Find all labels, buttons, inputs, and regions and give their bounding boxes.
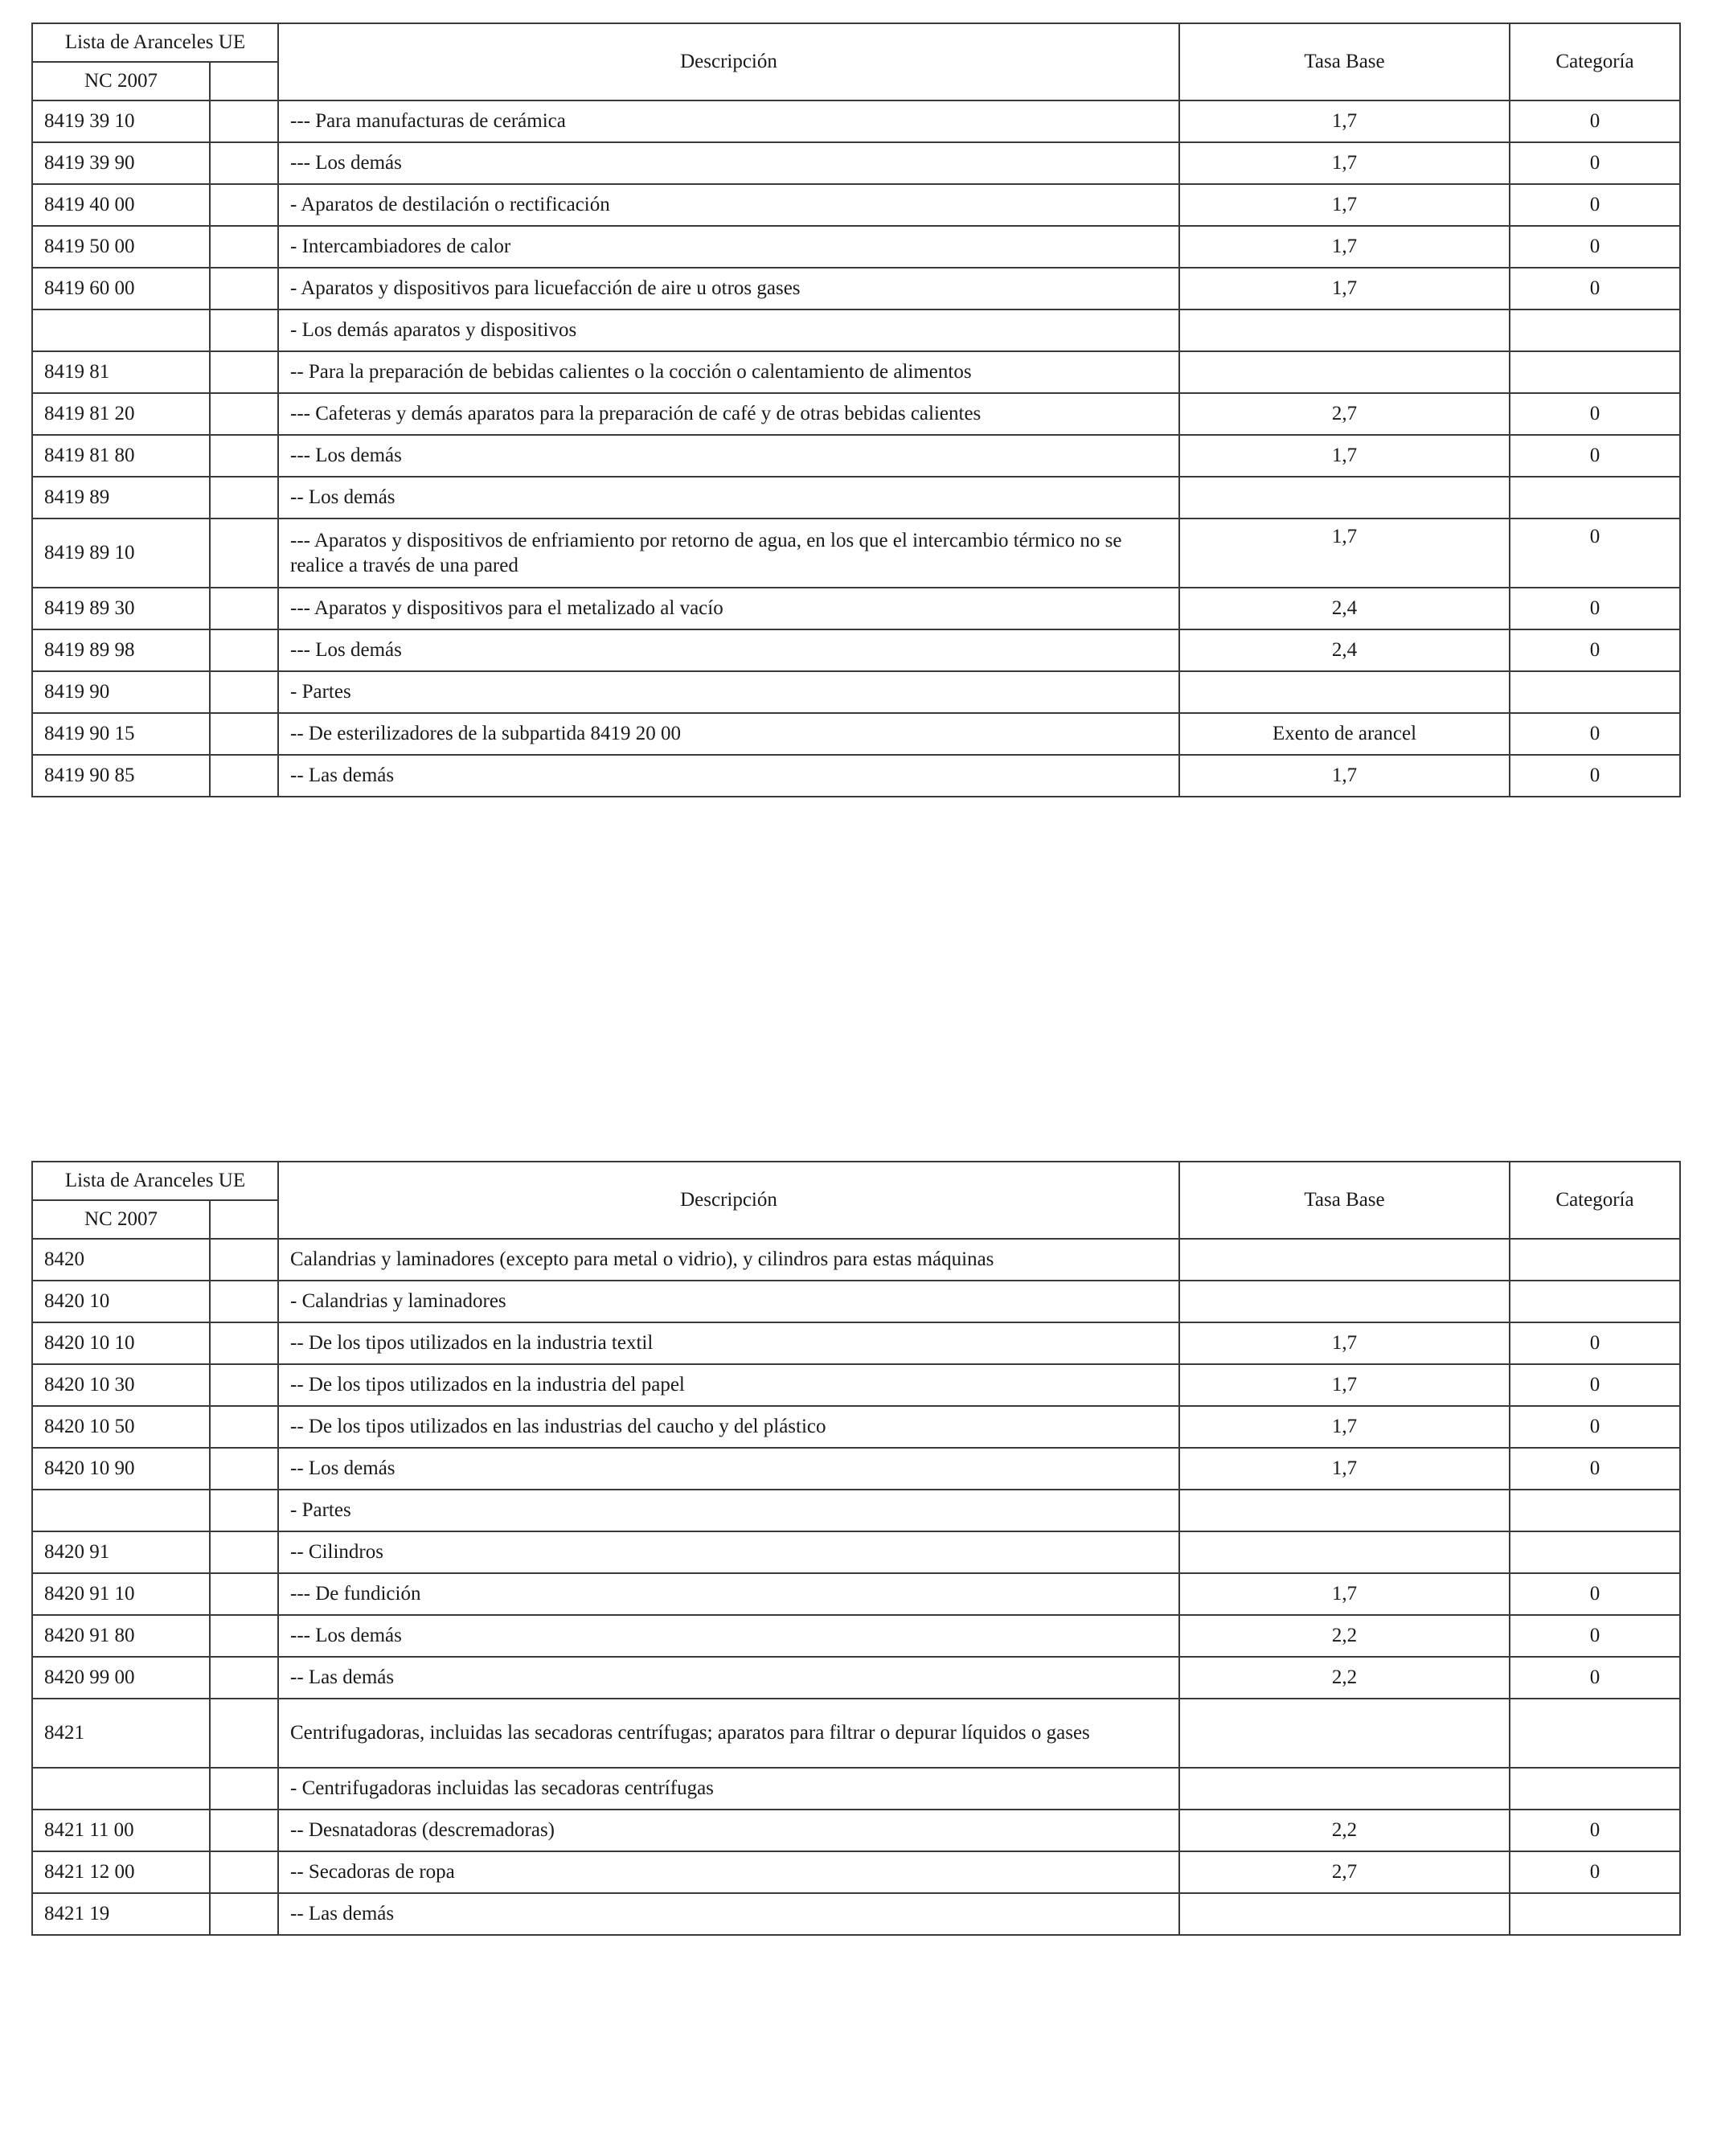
header-code: NC 2007 [32, 62, 210, 100]
rate-cell: 1,7 [1179, 1573, 1510, 1615]
rate-cell: 2,4 [1179, 629, 1510, 671]
header-description: Descripción [278, 1162, 1179, 1239]
description-cell: -- Los demás [278, 477, 1179, 519]
rate-cell: 2,2 [1179, 1810, 1510, 1851]
rate-cell [1179, 1768, 1510, 1810]
code-cell: 8420 91 [32, 1531, 210, 1573]
table-row [32, 755, 1680, 797]
table-row [32, 351, 1680, 393]
sub-code-cell [210, 1851, 278, 1893]
rate-cell [1179, 1239, 1510, 1281]
tariff-table-1-body [32, 23, 1680, 797]
category-cell: 0 [1510, 1364, 1680, 1406]
code-cell: 8421 [32, 1699, 210, 1768]
table-row [32, 519, 1680, 588]
sub-code-cell [210, 519, 278, 588]
table-row [32, 1490, 1680, 1531]
category-cell: 0 [1510, 755, 1680, 797]
description-cell: --- De fundición [278, 1573, 1179, 1615]
sub-code-cell [210, 1810, 278, 1851]
rate-cell: 2,2 [1179, 1615, 1510, 1657]
rate-cell [1179, 351, 1510, 393]
rate-cell: 2,4 [1179, 588, 1510, 629]
header-row-top [32, 23, 1680, 62]
description-cell: -- Las demás [278, 1657, 1179, 1699]
rate-cell: 2,7 [1179, 1851, 1510, 1893]
code-cell: 8420 10 90 [32, 1448, 210, 1490]
code-cell: 8419 81 80 [32, 435, 210, 477]
sub-code-cell [210, 309, 278, 351]
code-cell: 8419 81 20 [32, 393, 210, 435]
category-cell: 0 [1510, 226, 1680, 268]
table-row [32, 1281, 1680, 1322]
table-row [32, 1239, 1680, 1281]
code-cell: 8420 10 10 [32, 1322, 210, 1364]
sub-code-cell [210, 393, 278, 435]
header-group-label: Lista de Aranceles UE [32, 1162, 278, 1200]
code-cell: 8420 91 80 [32, 1615, 210, 1657]
table-row [32, 1615, 1680, 1657]
table-row [32, 1406, 1680, 1448]
code-cell: 8421 11 00 [32, 1810, 210, 1851]
code-cell: 8419 50 00 [32, 226, 210, 268]
description-cell: - Centrifugadoras incluidas las secadoras centrífugas [278, 1768, 1179, 1810]
table-row [32, 435, 1680, 477]
description-cell: -- Las demás [278, 755, 1179, 797]
sub-code-cell [210, 1768, 278, 1810]
category-cell: 0 [1510, 1851, 1680, 1893]
code-cell: 8419 40 00 [32, 184, 210, 226]
table-row [32, 184, 1680, 226]
description-cell: --- Los demás [278, 629, 1179, 671]
sub-code-cell [210, 1573, 278, 1615]
rate-cell: 2,7 [1179, 393, 1510, 435]
table-row [32, 1768, 1680, 1810]
table-row [32, 1322, 1680, 1364]
description-cell: - Partes [278, 1490, 1179, 1531]
code-cell: 8419 90 15 [32, 713, 210, 755]
category-cell [1510, 1281, 1680, 1322]
rate-cell [1179, 1531, 1510, 1573]
category-cell: 0 [1510, 1406, 1680, 1448]
category-cell: 0 [1510, 100, 1680, 142]
category-cell [1510, 1893, 1680, 1935]
sub-code-cell [210, 755, 278, 797]
sub-code-cell [210, 1364, 278, 1406]
table-row [32, 309, 1680, 351]
category-cell: 0 [1510, 588, 1680, 629]
rate-cell [1179, 309, 1510, 351]
category-cell: 0 [1510, 1810, 1680, 1851]
code-cell: 8419 90 [32, 671, 210, 713]
sub-code-cell [210, 184, 278, 226]
category-cell: 0 [1510, 713, 1680, 755]
sub-code-cell [210, 1239, 278, 1281]
sub-code-cell [210, 142, 278, 184]
rate-cell [1179, 1281, 1510, 1322]
category-cell: 0 [1510, 393, 1680, 435]
description-cell: --- Para manufacturas de cerámica [278, 100, 1179, 142]
sub-code-cell [210, 100, 278, 142]
description-cell: Calandrias y laminadores (excepto para metal o vidrio), y cilindros para estas máquinas [278, 1239, 1179, 1281]
sub-code-cell [210, 713, 278, 755]
table-row [32, 1573, 1680, 1615]
rate-cell: 1,7 [1179, 226, 1510, 268]
sub-code-cell [210, 435, 278, 477]
rate-cell: 1,7 [1179, 1364, 1510, 1406]
description-cell: -- De los tipos utilizados en las industrias del caucho y del plástico [278, 1406, 1179, 1448]
table-row [32, 1893, 1680, 1935]
category-cell: 0 [1510, 184, 1680, 226]
table-row [32, 1851, 1680, 1893]
category-cell: 0 [1510, 629, 1680, 671]
code-cell [32, 1490, 210, 1531]
description-cell: -- De los tipos utilizados en la industria textil [278, 1322, 1179, 1364]
code-cell: 8419 89 30 [32, 588, 210, 629]
description-cell: --- Aparatos y dispositivos para el metalizado al vacío [278, 588, 1179, 629]
rate-cell [1179, 1699, 1510, 1768]
table-row [32, 1448, 1680, 1490]
description-cell: -- Desnatadoras (descremadoras) [278, 1810, 1179, 1851]
code-cell [32, 309, 210, 351]
code-cell: 8419 89 [32, 477, 210, 519]
sub-code-cell [210, 268, 278, 309]
category-cell: 0 [1510, 142, 1680, 184]
table-row [32, 268, 1680, 309]
rate-cell: 1,7 [1179, 435, 1510, 477]
category-cell: 0 [1510, 1448, 1680, 1490]
sub-code-cell [210, 1322, 278, 1364]
description-cell: - Intercambiadores de calor [278, 226, 1179, 268]
category-cell [1510, 1768, 1680, 1810]
code-cell: 8420 91 10 [32, 1573, 210, 1615]
sub-code-cell [210, 1406, 278, 1448]
header-code: NC 2007 [32, 1200, 210, 1239]
table-row [32, 713, 1680, 755]
rate-cell: 1,7 [1179, 519, 1510, 588]
description-cell: -- Cilindros [278, 1531, 1179, 1573]
code-cell: 8421 19 [32, 1893, 210, 1935]
description-cell: --- Los demás [278, 1615, 1179, 1657]
header-blank [210, 1200, 278, 1239]
category-cell: 0 [1510, 1615, 1680, 1657]
sub-code-cell [210, 629, 278, 671]
table-row [32, 629, 1680, 671]
table-row [32, 477, 1680, 519]
tariff-table-2 [31, 1161, 1681, 1936]
table-row [32, 226, 1680, 268]
code-cell: 8419 89 98 [32, 629, 210, 671]
sub-code-cell [210, 351, 278, 393]
header-category: Categoría [1510, 23, 1680, 100]
rate-cell: 1,7 [1179, 184, 1510, 226]
sub-code-cell [210, 226, 278, 268]
rate-cell: 1,7 [1179, 755, 1510, 797]
sub-code-cell [210, 671, 278, 713]
rate-cell: Exento de arancel [1179, 713, 1510, 755]
code-cell: 8420 10 [32, 1281, 210, 1322]
sub-code-cell [210, 1281, 278, 1322]
sub-code-cell [210, 1699, 278, 1768]
description-cell: Centrifugadoras, incluidas las secadoras centrífugas; aparatos para filtrar o depurar líquidos o gases [278, 1699, 1179, 1768]
table-row [32, 671, 1680, 713]
table-row [32, 100, 1680, 142]
sub-code-cell [210, 1531, 278, 1573]
header-blank [210, 62, 278, 100]
description-cell: -- Los demás [278, 1448, 1179, 1490]
rate-cell: 1,7 [1179, 1448, 1510, 1490]
sub-code-cell [210, 477, 278, 519]
header-row-top [32, 1162, 1680, 1200]
description-cell: --- Los demás [278, 435, 1179, 477]
header-rate: Tasa Base [1179, 1162, 1510, 1239]
code-cell: 8420 99 00 [32, 1657, 210, 1699]
code-cell: 8419 39 90 [32, 142, 210, 184]
code-cell: 8419 60 00 [32, 268, 210, 309]
description-cell: -- De esterilizadores de la subpartida 8419 20 00 [278, 713, 1179, 755]
category-cell [1510, 309, 1680, 351]
category-cell: 0 [1510, 435, 1680, 477]
sub-code-cell [210, 1490, 278, 1531]
rate-cell: 1,7 [1179, 268, 1510, 309]
code-cell: 8419 81 [32, 351, 210, 393]
code-cell: 8421 12 00 [32, 1851, 210, 1893]
rate-cell: 1,7 [1179, 100, 1510, 142]
code-cell: 8420 10 50 [32, 1406, 210, 1448]
description-cell: - Aparatos y dispositivos para licuefacción de aire u otros gases [278, 268, 1179, 309]
table-row [32, 393, 1680, 435]
category-cell [1510, 1239, 1680, 1281]
rate-cell: 1,7 [1179, 1322, 1510, 1364]
category-cell [1510, 1490, 1680, 1531]
rate-cell [1179, 1490, 1510, 1531]
category-cell: 0 [1510, 519, 1680, 588]
rate-cell: 1,7 [1179, 1406, 1510, 1448]
code-cell: 8420 10 30 [32, 1364, 210, 1406]
category-cell [1510, 1531, 1680, 1573]
description-cell: - Aparatos de destilación o rectificación [278, 184, 1179, 226]
code-cell [32, 1768, 210, 1810]
header-rate: Tasa Base [1179, 23, 1510, 100]
tariff-table-1 [31, 23, 1681, 797]
rate-cell: 2,2 [1179, 1657, 1510, 1699]
category-cell [1510, 351, 1680, 393]
description-cell: --- Los demás [278, 142, 1179, 184]
category-cell: 0 [1510, 1573, 1680, 1615]
category-cell: 0 [1510, 268, 1680, 309]
category-cell: 0 [1510, 1657, 1680, 1699]
description-cell: -- Las demás [278, 1893, 1179, 1935]
description-cell: - Calandrias y laminadores [278, 1281, 1179, 1322]
category-cell [1510, 477, 1680, 519]
sub-code-cell [210, 588, 278, 629]
rate-cell [1179, 671, 1510, 713]
table-row [32, 1364, 1680, 1406]
header-category: Categoría [1510, 1162, 1680, 1239]
code-cell: 8419 90 85 [32, 755, 210, 797]
table-row [32, 588, 1680, 629]
table-row [32, 1810, 1680, 1851]
sub-code-cell [210, 1657, 278, 1699]
description-cell: --- Cafeteras y demás aparatos para la preparación de café y de otras bebidas calientes [278, 393, 1179, 435]
category-cell [1510, 671, 1680, 713]
sub-code-cell [210, 1893, 278, 1935]
code-cell: 8419 39 10 [32, 100, 210, 142]
header-description: Descripción [278, 23, 1179, 100]
code-cell: 8420 [32, 1239, 210, 1281]
tariff-table-2-body [32, 1162, 1680, 1935]
description-cell: --- Aparatos y dispositivos de enfriamiento por retorno de agua, en los que el intercambio térmico no se realice a través de una pared [278, 519, 1179, 588]
rate-cell [1179, 1893, 1510, 1935]
code-cell: 8419 89 10 [32, 519, 210, 588]
sub-code-cell [210, 1448, 278, 1490]
sub-code-cell [210, 1615, 278, 1657]
rate-cell: 1,7 [1179, 142, 1510, 184]
description-cell: -- De los tipos utilizados en la industria del papel [278, 1364, 1179, 1406]
description-cell: -- Secadoras de ropa [278, 1851, 1179, 1893]
table-row [32, 1531, 1680, 1573]
header-group-label: Lista de Aranceles UE [32, 23, 278, 62]
category-cell [1510, 1699, 1680, 1768]
category-cell: 0 [1510, 1322, 1680, 1364]
table-row [32, 142, 1680, 184]
rate-cell [1179, 477, 1510, 519]
description-cell: -- Para la preparación de bebidas calientes o la cocción o calentamiento de alimentos [278, 351, 1179, 393]
table-row [32, 1699, 1680, 1768]
table-row [32, 1657, 1680, 1699]
description-cell: - Los demás aparatos y dispositivos [278, 309, 1179, 351]
description-cell: - Partes [278, 671, 1179, 713]
